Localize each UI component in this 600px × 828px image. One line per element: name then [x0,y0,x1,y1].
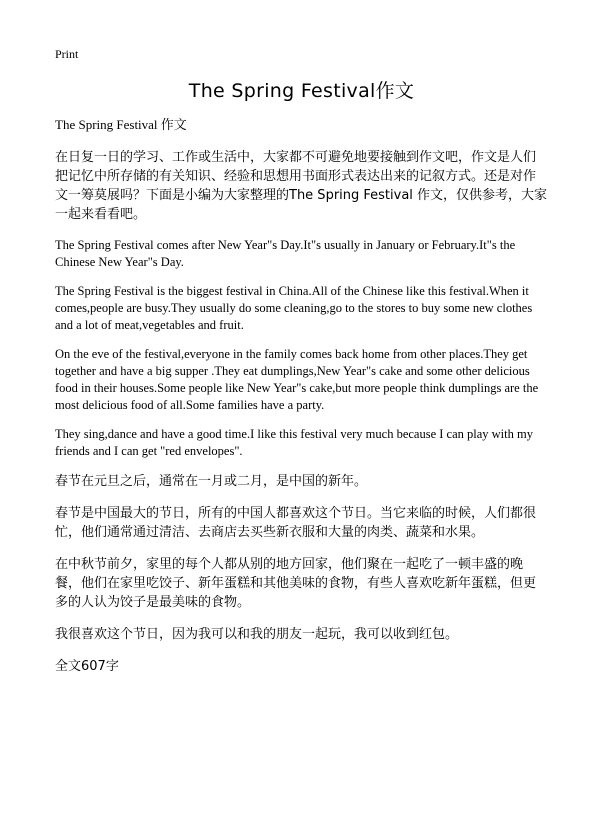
english-paragraph-3: On the eve of the festival,everyone in the family comes back home from other places.They get together and have a big supper .They eat dumplings,New Year"s cake and some other delicious food in their houses.Some people like New Year"s cake,but more people think dumplings are the most delicious food of all.Some families have a party. [55,347,539,412]
intro-paragraph: 在日复一日的学习、工作或生活中，大家都不可避免地要接触到作文吧，作文是人们把记忆中所存储的有关知识、经验和思想用书面形式表达出来的记叙方式。还是对作文一筹莫展吗？下面是小编为大家整理的The Spring Festival 作文，仅供参考，大家一起来看看吧。 [55,150,548,222]
english-paragraph-2: The Spring Festival is the biggest festival in China.All of the Chinese like this festival.When it comes,people are busy.They usually do some cleaning,go to the stores to buy some new clothes and a lot of meat,vegetables and fruit. [55,284,533,332]
chinese-paragraph-3: 在中秋节前夕，家里的每个人都从别的地方回家，他们聚在一起吃了一顿丰盛的晚餐，他们在家里吃饺子、新年蛋糕和其他美味的食物，有些人喜欢吃新年蛋糕，但更多的人认为饺子是最美味的食物。 [55,557,537,610]
chinese-paragraph-1: 春节在元旦之后，通常在一月或二月，是中国的新年。 [55,474,368,489]
english-paragraph-4: They sing,dance and have a good time.I like this festival very much because I can play with my friends and I can get "red envelopes". [55,427,533,458]
chinese-paragraph-4: 我很喜欢这个节日，因为我可以和我的朋友一起玩，我可以收到红包。 [55,627,459,642]
article-title: The Spring Festival作文 [188,80,415,102]
article-subtitle: The Spring Festival 作文 [55,117,187,132]
word-count: 全文607字 [55,659,119,674]
chinese-paragraph-2: 春节是中国最大的节日，所有的中国人都喜欢这个节日。当它来临的时候，人们都很忙，他们通常通过清洁、去商店去买些新衣服和大量的肉类、蔬菜和水果。 [55,506,537,540]
english-paragraph-1: The Spring Festival comes after New Year"s Day.It"s usually in January or February.It"s the Chinese New Year"s Day. [55,238,516,269]
print-link[interactable]: Print [55,47,79,61]
